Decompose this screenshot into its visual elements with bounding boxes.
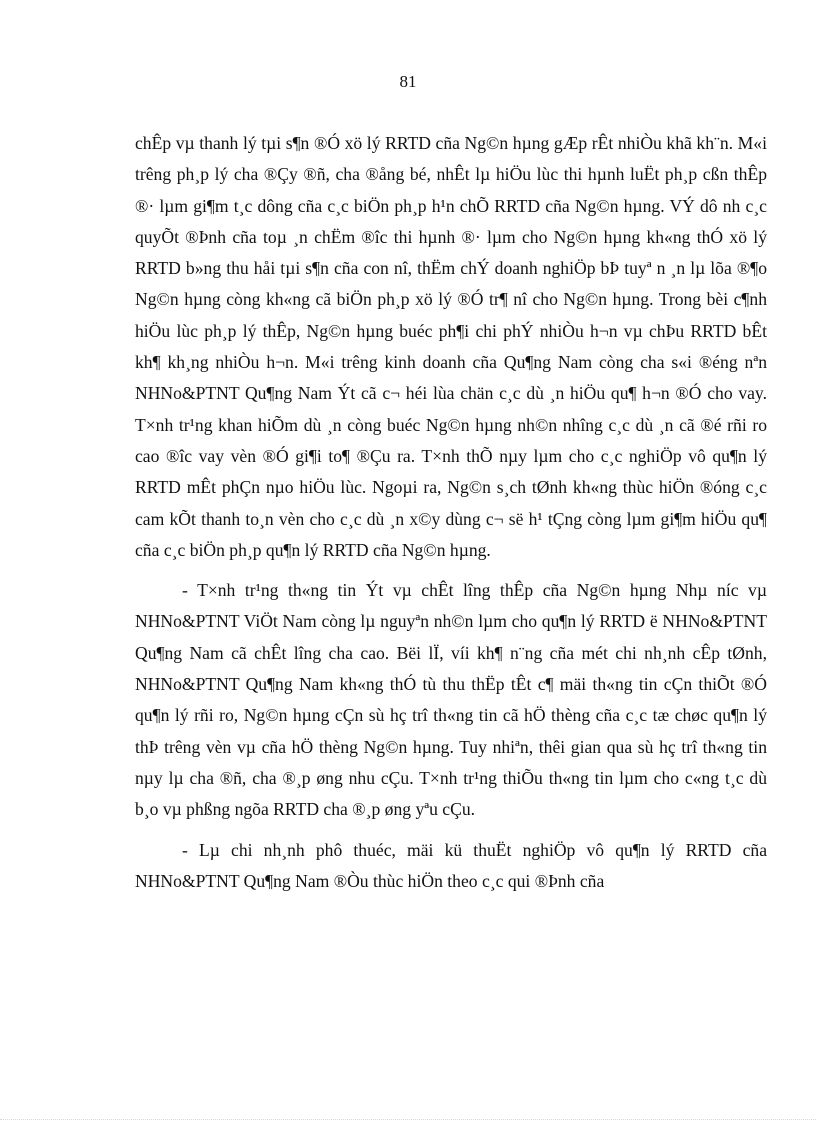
paragraph-3: - Lµ chi nh¸nh phô thuéc, mäi kü thuËt nghiÖp vô qu¶n lý RRTD cña NHNo&PTNT Qu¶ng Nam ®Òu thùc hiÖn theo c¸c qui ®Þnh cña <box>135 839 767 891</box>
page-bottom-rule <box>0 1119 816 1120</box>
paragraph-2: - T×nh tr¹ng th«ng tin Ýt vµ chÊt lîng thÊp cña Ng©n hµng Nhµ níc vµ NHNo&PTNT ViÖt Nam còng lµ nguyªn nh©n lµm cho qu¶n lý RRTD ë NHNo&PTNT Qu¶ng Nam cã chÊt lîng cha cao. Bëi lÏ, víi kh¶ n¨ng cña mét chi nh¸nh cÊp tØnh, NHNo&PTNT Qu¶ng Nam kh«ng thÓ tù thu thËp tÊt c¶ mäi th«ng tin cÇn thiÕt ®Ó qu¶n lý rñi ro, Ng©n hµng cÇn sù hç trî th«ng tin cã hÖ thèng cña c¸c tæ chøc qu¶n lý thÞ trêng vèn vµ cña hÖ thèng Ng©n hµng. Tuy nhiªn, thêi gian qua sù hç trî th«ng tin nµy lµ cha ®ñ, cha ®¸p øng nhu cÇu. T×nh tr¹ng thiÕu th«ng tin lµm cho c«ng t¸c dù b¸o vµ phßng ngõa RRTD cha ®¸p øng yªu cÇu. <box>135 580 767 820</box>
document-body <box>135 128 767 897</box>
page-number: 81 <box>399 72 417 91</box>
paragraph-1: chÊp vµ thanh lý tµi s¶n ®Ó xö lý RRTD cña Ng©n hµng gÆp rÊt nhiÒu khã kh¨n. M«i trêng ph¸p lý cha ®Çy ®ñ, cha ®ång bé, nhÊt lµ hiÖu lùc thi hµnh luËt ph¸p cßn thÊp ®· lµm gi¶m t¸c dông cña c¸c biÖn ph¸p h¹n chÕ RRTD cña Ng©n hµng. VÝ dô nh c¸c quyÕt ®Þnh cña toµ ¸n chËm ®îc thi hµnh ®· lµm cho Ng©n hµng kh«ng thÓ xö lý RRTD b»ng thu håi tµi s¶n cña con nî, thËm chÝ doanh nghiÖp bÞ tuyª n ¸n lµ lõa ®¶o Ng©n hµng còng kh«ng cã biÖn ph¸p xö lý ®Ó tr¶ nî cho Ng©n hµng. Trong bèi c¶nh hiÖu lùc ph¸p lý thÊp, Ng©n hµng buéc ph¶i chi phÝ nhiÒu h¬n vµ chÞu RRTD bÊt kh¶ kh¸ng nhiÒu h¬n. M«i trêng kinh doanh cña Qu¶ng Nam còng cha s«i ®éng nªn NHNo&PTNT Qu¶ng Nam Ýt cã c¬ héi lùa chän c¸c dù ¸n hiÖu qu¶ h¬n ®Ó cho vay. T×nh tr¹ng khan hiÕm dù ¸n còng buéc Ng©n hµng nh©n nhîng c¸c dù ¸n cã ®é rñi ro cao ®îc vay vèn ®Ó gi¶i to¶ ®Çu ra. T×nh thÕ nµy lµm cho c¸c nghiÖp vô qu¶n lý RRTD mÊt phÇn nµo hiÖu lùc. Ngoµi ra, Ng©n s¸ch tØnh kh«ng thùc hiÖn ®óng c¸c cam kÕt thanh to¸n vèn cho c¸c dù ¸n x©y dùng c¬ së h¹ tÇng còng lµm gi¶m hiÖu qu¶ cña c¸c biÖn ph¸p qu¶n lý RRTD cña Ng©n hµng. <box>135 133 767 560</box>
